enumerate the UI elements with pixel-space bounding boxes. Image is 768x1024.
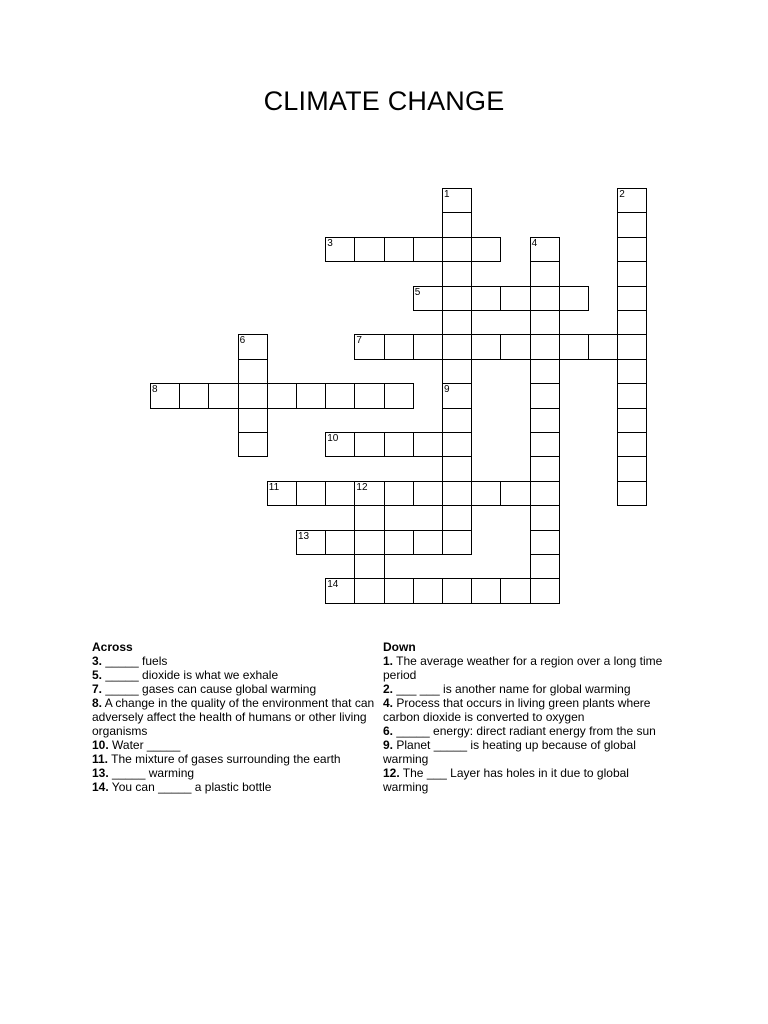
clue-number: 5.	[92, 668, 103, 682]
grid-cell[interactable]	[208, 383, 238, 408]
clue-text: _____ fuels	[102, 654, 168, 668]
clue-text: The mixture of gases surrounding the earth	[108, 752, 341, 766]
grid-cell[interactable]	[325, 530, 355, 555]
down-clue	[383, 766, 673, 794]
grid-cell[interactable]	[471, 481, 501, 506]
down-clue	[383, 696, 673, 724]
grid-cell[interactable]	[354, 505, 384, 530]
clue-number: 12.	[383, 766, 400, 780]
grid-cell[interactable]	[530, 310, 560, 335]
grid-cell[interactable]	[354, 554, 384, 579]
cell-number: 12	[356, 481, 368, 493]
down-clue	[383, 738, 673, 766]
grid-cell[interactable]	[354, 481, 384, 506]
down-clue-list	[383, 654, 673, 794]
clue-text: Water _____	[108, 738, 181, 752]
grid-cell[interactable]	[354, 383, 384, 408]
clue-number: 2.	[383, 682, 394, 696]
grid-cell[interactable]	[296, 530, 326, 555]
grid-cell[interactable]	[471, 237, 501, 262]
cell-number: 9	[444, 384, 450, 396]
grid-cell[interactable]	[296, 481, 326, 506]
grid-cell[interactable]	[442, 530, 472, 555]
cell-number: 8	[152, 384, 158, 396]
grid-cell[interactable]	[530, 286, 560, 311]
grid-cell[interactable]	[354, 530, 384, 555]
grid-cell[interactable]	[530, 456, 560, 481]
grid-cell[interactable]	[413, 432, 443, 457]
grid-cell[interactable]	[325, 383, 355, 408]
grid-cell[interactable]	[471, 334, 501, 359]
grid-cell[interactable]	[325, 432, 355, 457]
down-clue	[383, 682, 673, 696]
grid-cell[interactable]	[559, 334, 589, 359]
cell-number: 1	[444, 189, 450, 200]
grid-cell[interactable]	[442, 310, 472, 335]
across-clue-list	[92, 654, 382, 794]
grid-cell[interactable]	[530, 505, 560, 530]
grid-cell[interactable]	[617, 456, 647, 481]
grid-cell[interactable]	[530, 481, 560, 506]
grid-cell[interactable]	[413, 578, 443, 603]
grid-cell[interactable]	[617, 286, 647, 311]
clue-number: 4.	[383, 696, 394, 710]
clue-text: The ___ Layer has holes in it due to global warming	[383, 766, 629, 794]
grid-cell[interactable]	[150, 383, 180, 408]
clue-text: A change in the quality of the environment that can adversely affect the health of humans or other living organisms	[92, 696, 375, 738]
grid-cell[interactable]	[325, 237, 355, 262]
across-clue	[92, 780, 382, 794]
grid-cell[interactable]	[471, 286, 501, 311]
grid-cell[interactable]	[238, 334, 268, 359]
clue-number: 8.	[92, 696, 103, 710]
grid-cell[interactable]	[384, 578, 414, 603]
grid-cell[interactable]	[442, 188, 472, 213]
cell-number: 14	[327, 579, 339, 591]
grid-cell[interactable]	[559, 286, 589, 311]
clue-text: You can _____ a plastic bottle	[108, 780, 272, 794]
grid-cell[interactable]	[384, 383, 414, 408]
grid-cell[interactable]	[617, 432, 647, 457]
grid-cell[interactable]	[325, 481, 355, 506]
grid-cell[interactable]	[442, 334, 472, 359]
grid-cell[interactable]	[354, 237, 384, 262]
grid-cell[interactable]	[617, 481, 647, 506]
cell-number: 10	[327, 433, 339, 444]
grid-cell[interactable]	[179, 383, 209, 408]
grid-cell[interactable]	[354, 432, 384, 457]
grid-cell[interactable]	[617, 212, 647, 237]
grid-cell[interactable]	[442, 408, 472, 433]
grid-cell[interactable]	[500, 481, 530, 506]
across-clue	[92, 752, 382, 766]
grid-cell[interactable]	[442, 505, 472, 530]
grid-cell[interactable]	[617, 359, 647, 384]
grid-cell[interactable]	[354, 334, 384, 359]
grid-cell[interactable]	[588, 334, 618, 359]
grid-cell[interactable]	[530, 334, 560, 359]
grid-cell[interactable]	[384, 481, 414, 506]
grid-cell[interactable]	[530, 554, 560, 579]
clue-number: 1.	[383, 654, 394, 668]
grid-cell[interactable]	[413, 481, 443, 506]
grid-cell[interactable]	[413, 237, 443, 262]
grid-cell[interactable]	[530, 408, 560, 433]
down-clue	[383, 654, 673, 682]
down-clue	[383, 724, 673, 738]
clue-text: _____ gases can cause global warming	[102, 682, 317, 696]
grid-cell[interactable]	[500, 286, 530, 311]
clue-number: 10.	[92, 738, 109, 752]
cell-number: 3	[327, 237, 333, 249]
clue-number: 14.	[92, 780, 109, 794]
grid-cell[interactable]	[413, 334, 443, 359]
grid-cell[interactable]	[267, 481, 297, 506]
cell-number: 2	[619, 189, 625, 200]
across-clue	[92, 654, 382, 668]
grid-cell[interactable]	[617, 310, 647, 335]
clue-number: 9.	[383, 738, 394, 752]
grid-cell[interactable]	[617, 237, 647, 262]
grid-cell[interactable]	[617, 188, 647, 213]
clue-text: _____ energy: direct radiant energy from the sun	[393, 724, 656, 738]
clue-number: 7.	[92, 682, 103, 696]
clue-text: _____ dioxide is what we exhale	[102, 668, 279, 682]
across-clue	[92, 766, 382, 780]
grid-cell[interactable]	[530, 432, 560, 457]
cell-number: 13	[298, 530, 310, 542]
grid-cell[interactable]	[267, 383, 297, 408]
across-heading: Across	[92, 640, 133, 654]
grid-cell[interactable]	[384, 530, 414, 555]
clue-number: 3.	[92, 654, 103, 668]
grid-cell[interactable]	[500, 578, 530, 603]
grid-cell[interactable]	[442, 286, 472, 311]
down-clues	[383, 640, 673, 794]
grid-cell[interactable]	[238, 408, 268, 433]
across-clues	[92, 640, 382, 794]
grid-cell[interactable]	[530, 359, 560, 384]
grid-cell[interactable]	[325, 578, 355, 603]
clue-text: _____ warming	[108, 766, 195, 780]
clue-number: 6.	[383, 724, 394, 738]
grid-cell[interactable]	[617, 261, 647, 286]
grid-cell[interactable]	[442, 261, 472, 286]
cell-number: 7	[356, 335, 362, 347]
grid-cell[interactable]	[530, 261, 560, 286]
clue-text: The average weather for a region over a long time period	[383, 654, 663, 682]
grid-cell[interactable]	[500, 334, 530, 359]
grid-cell[interactable]	[413, 286, 443, 311]
grid-cell[interactable]	[530, 578, 560, 603]
grid-cell[interactable]	[617, 408, 647, 433]
cell-number: 4	[531, 237, 538, 249]
grid-cell[interactable]	[384, 237, 414, 262]
grid-cell[interactable]	[442, 359, 472, 384]
across-clue	[92, 696, 382, 738]
grid-cell[interactable]	[442, 432, 472, 457]
clue-text: Planet _____ is heating up because of global warming	[383, 738, 636, 766]
clue-text: Process that occurs in living green plants where carbon dioxide is converted to oxygen	[383, 696, 651, 724]
down-heading: Down	[383, 640, 416, 654]
grid-cell[interactable]	[238, 383, 268, 408]
across-clue	[92, 668, 382, 682]
grid-cell[interactable]	[617, 383, 647, 408]
grid-cell[interactable]	[384, 334, 414, 359]
grid-cell[interactable]	[413, 530, 443, 555]
grid-cell[interactable]	[442, 456, 472, 481]
across-clue	[92, 682, 382, 696]
page-title: CLIMATE CHANGE	[263, 86, 505, 116]
grid-cell[interactable]	[442, 578, 472, 603]
grid-cell[interactable]	[617, 334, 647, 359]
cell-number: 6	[239, 335, 246, 347]
grid-cell[interactable]	[384, 432, 414, 457]
grid-cell[interactable]	[442, 481, 472, 506]
grid-cell[interactable]	[471, 578, 501, 603]
clue-text: ___ ___ is another name for global warming	[393, 682, 631, 696]
cell-number: 11	[268, 481, 280, 493]
grid-cell[interactable]	[238, 359, 268, 384]
grid-cell[interactable]	[442, 212, 472, 237]
grid-cell[interactable]	[442, 383, 472, 408]
cell-number: 5	[414, 286, 421, 298]
grid-cell[interactable]	[296, 383, 326, 408]
clue-number: 11.	[92, 752, 109, 766]
grid-cell[interactable]	[530, 530, 560, 555]
grid-cell[interactable]	[354, 578, 384, 603]
grid-cell[interactable]	[530, 237, 560, 262]
across-clue	[92, 738, 382, 752]
grid-cell[interactable]	[238, 432, 268, 457]
grid-cell[interactable]	[442, 237, 472, 262]
grid-cell[interactable]	[530, 383, 560, 408]
clue-number: 13.	[92, 766, 109, 780]
